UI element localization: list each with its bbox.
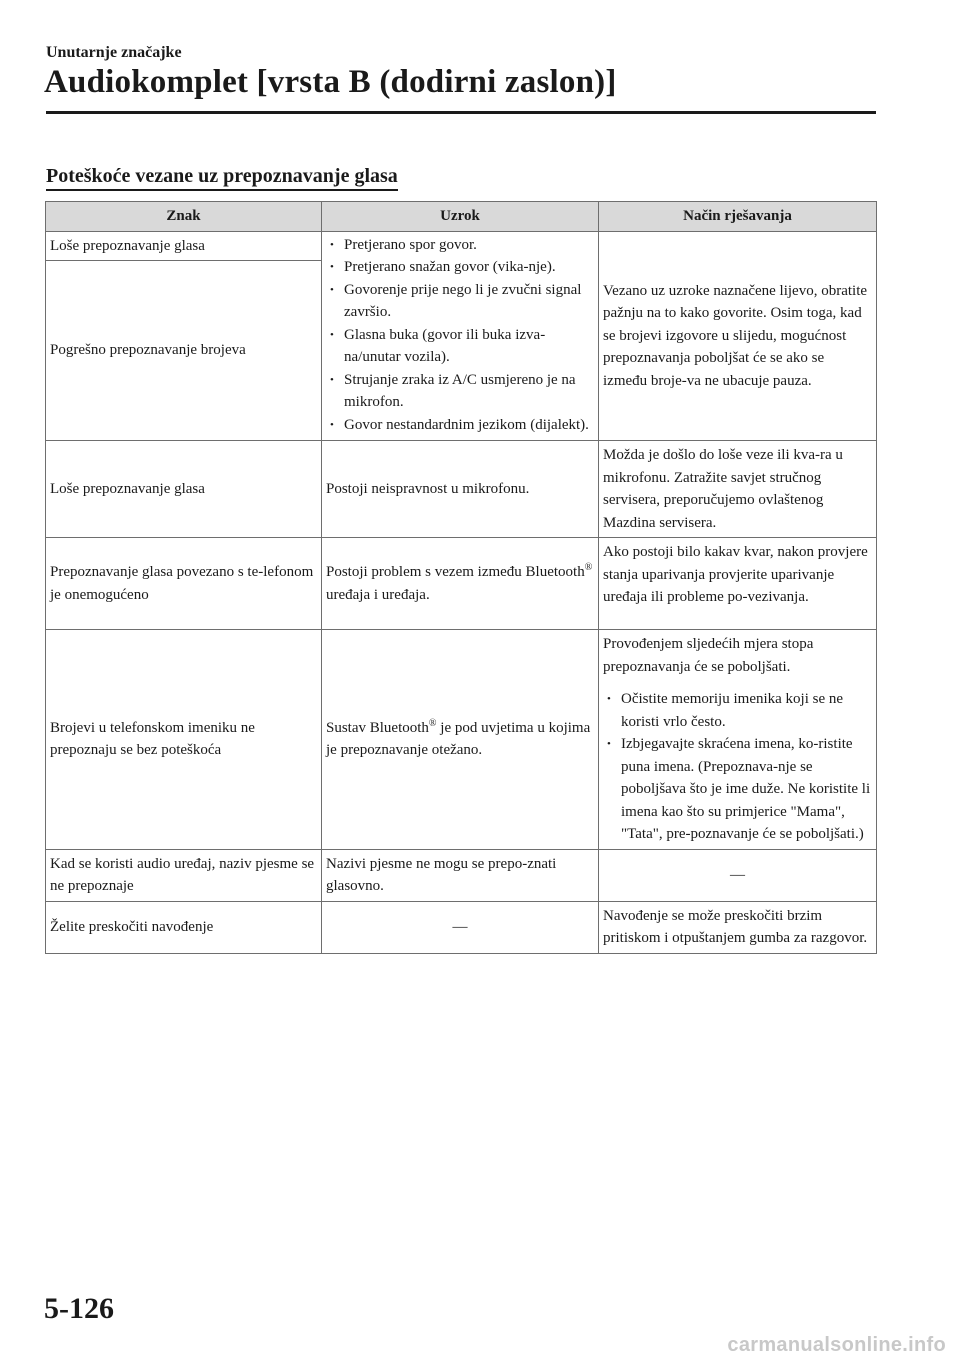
solution-cell: Navođenje se može preskočiti brzim pritiskom i otpuštanjem gumba za razgovor.	[599, 901, 877, 953]
symptom-cell: Brojevi u telefonskom imeniku ne prepoznaju se bez poteškoća	[46, 630, 322, 850]
table-row	[46, 630, 877, 850]
column-header-symptom: Znak	[46, 202, 322, 232]
page-number: 5-126	[44, 1292, 114, 1325]
solution-cell: Možda je došlo do loše veze ili kva-ra u mikrofonu. Zatražite savjet stručnog servisera, preporučujemo ovlaštenog Mazdina servisera.	[599, 441, 877, 538]
cause-text: Postoji problem s vezem između Bluetooth	[326, 564, 585, 580]
solution-list	[603, 688, 872, 846]
cause-text: Sustav Bluetooth	[326, 719, 429, 736]
list-item: • Strujanje zraka iz A/C usmjereno je na mikrofon.	[326, 369, 594, 414]
table-row	[46, 901, 877, 953]
table-row	[46, 231, 877, 261]
header-divider	[46, 111, 876, 114]
table-row	[46, 849, 877, 901]
list-item: • Očistite memoriju imenika koji se ne koristi vrlo često.	[603, 688, 872, 733]
table-header-row	[46, 202, 877, 232]
list-item: • Govor nestandardnim jezikom (dijalekt).	[326, 414, 594, 437]
cause-cell	[322, 630, 599, 850]
solution-cell	[599, 630, 877, 850]
column-header-cause: Uzrok	[322, 202, 599, 232]
symptom-cell: Pogrešno prepoznavanje brojeva	[46, 261, 322, 441]
symptom-cell: Želite preskočiti navođenje	[46, 901, 322, 953]
list-item: • Glasna buka (govor ili buka izva-na/unutar vozila).	[326, 324, 594, 369]
cause-text: je pod uvjetima u kojima je prepoznavanje otežano.	[326, 719, 591, 759]
column-header-solution: Način rješavanja	[599, 202, 877, 232]
symptom-cell: Loše prepoznavanje glasa	[46, 441, 322, 538]
solution-intro: Provođenjem sljedećih mjera stopa prepoznavanja će se poboljšati.	[603, 636, 814, 675]
registered-mark: ®	[584, 562, 593, 573]
cause-cell: —	[322, 901, 599, 953]
list-item: • Pretjerano snažan govor (vika-nje).	[326, 256, 594, 279]
cause-cell: Postoji neispravnost u mikrofonu.	[322, 441, 599, 538]
list-item: • Govorenje prije nego li je zvučni signal završio.	[326, 279, 594, 324]
solution-cell: Ako postoji bilo kakav kvar, nakon provjere stanja uparivanja provjerite uparivanje uređaja ili probleme po-vezivanja.	[599, 538, 877, 630]
table-row	[46, 538, 877, 630]
cause-text: uređaja i uređaja.	[326, 586, 430, 603]
watermark: carmanualsonline.info	[727, 1334, 946, 1356]
section-title: Poteškoće vezane uz prepoznavanje glasa	[46, 164, 398, 191]
cause-cell: Nazivi pjesme ne mogu se prepo-znati glasovno.	[322, 849, 599, 901]
cause-cell	[322, 538, 599, 630]
symptom-cell: Kad se koristi audio uređaj, naziv pjesme se ne prepoznaje	[46, 849, 322, 901]
table-row	[46, 441, 877, 538]
symptom-cell: Prepoznavanje glasa povezano s te-lefonom je onemogućeno	[46, 538, 322, 630]
solution-cell: —	[599, 849, 877, 901]
cause-list	[326, 234, 594, 437]
troubleshooting-table	[45, 201, 877, 954]
list-item: • Izbjegavajte skraćena imena, ko-ristite puna imena. (Prepoznava-nje se poboljšava što je ime duže. Ne koristite li imena kao što su primjerice "Mama", "Tata", pre-poznavanje će se poboljšati.)	[603, 733, 872, 846]
list-item: • Pretjerano spor govor.	[326, 234, 594, 257]
page-title: Audiokomplet [vrsta B (dodirni zaslon)]	[44, 64, 617, 100]
registered-mark: ®	[428, 717, 437, 729]
solution-cell: Vezano uz uzroke naznačene lijevo, obratite pažnju na to kako govorite. Osim toga, kad se brojevi izgovore u slijedu, mogućnost prepoznavanja poboljšat će se ako se između broje-va ne ubacuje pauza.	[599, 231, 877, 441]
cause-cell	[322, 231, 599, 441]
symptom-cell: Loše prepoznavanje glasa	[46, 231, 322, 261]
chapter-label: Unutarnje značajke	[46, 44, 182, 61]
